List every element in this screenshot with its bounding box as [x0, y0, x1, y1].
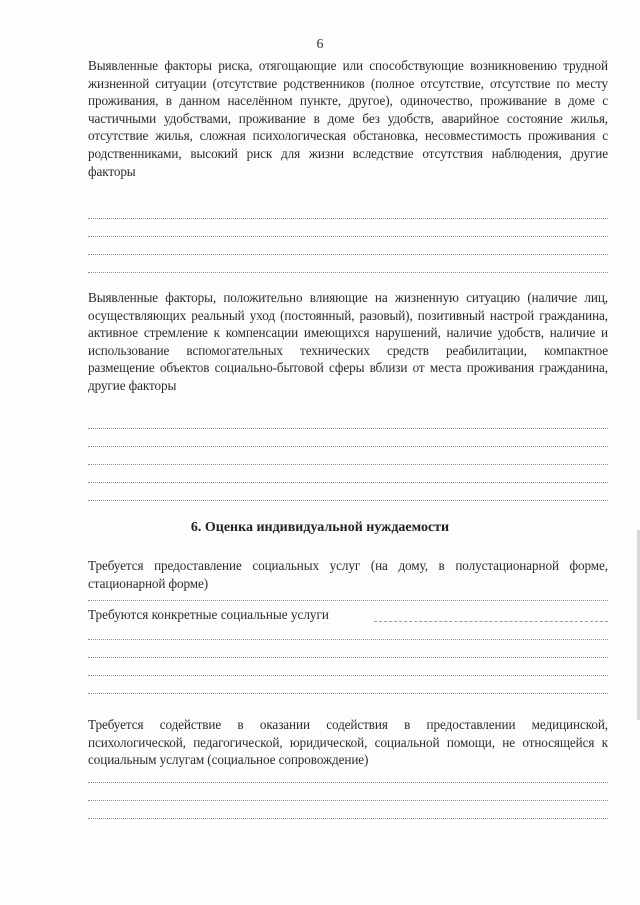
- fill-line: [374, 621, 608, 622]
- fill-line: [88, 600, 608, 601]
- fill-line: [88, 500, 608, 501]
- fill-line: [88, 657, 608, 658]
- specific-services-label: Требуются конкретные социальные услуги: [88, 607, 329, 622]
- risk-factors-paragraph: Выявленные факторы риска, отягощающие или способствующие возникновению трудной жизненной ситуации (отсутствие родственников (полное отсутствие, отсутствие по месту проживания, в данном населённом пункте, другое), одиночество, проживание в доме с частичными удобствами, проживание в доме без удобств, аварийное состояние жилья, отсутствие жилья, сложная психологическая обстановка, несовместимость проживания с родственниками, высокий риск для жизни вследствие отсутствия наблюдения, другие факторы: [88, 58, 608, 179]
- section-title: 6. Оценка индивидуальной нуждаемости: [190, 520, 450, 535]
- fill-line: [88, 675, 608, 676]
- assistance-paragraph: Требуется содействие в оказании содействия в предоставлении медицинской, психологической, педагогической, юридической, социальной помощи, не относящейся к социальным услугам (социальное сопровождение): [88, 717, 608, 768]
- fill-line: [88, 272, 608, 273]
- positive-factors-paragraph: Выявленные факторы, положительно влияющие на жизненную ситуацию (наличие лиц, осуществляющих реальный уход (постоянный, разовый), позитивный настрой гражданина, активное стремление к компенсации имеющихся нарушений, наличие удобств, наличие и использование вспомогательных технических средств реабилитации, компактное размещение объектов социально-бытовой сферы вблизи от места проживания гражданина, другие факторы: [88, 290, 608, 393]
- fill-line: [88, 639, 608, 640]
- fill-line: [88, 693, 608, 694]
- fill-line: [88, 818, 608, 819]
- fill-line: [88, 428, 608, 429]
- fill-line: [88, 254, 608, 255]
- page-number: 6: [316, 37, 324, 52]
- fill-line: [88, 236, 608, 237]
- fill-line: [88, 446, 608, 447]
- fill-line: [88, 800, 608, 801]
- fill-line: [88, 464, 608, 465]
- fill-line: [88, 782, 608, 783]
- services-form-paragraph: Требуется предоставление социальных услуг (на дому, в полустационарной форме, стационарной форме): [88, 558, 608, 591]
- fill-line: [88, 482, 608, 483]
- fill-line: [88, 218, 608, 219]
